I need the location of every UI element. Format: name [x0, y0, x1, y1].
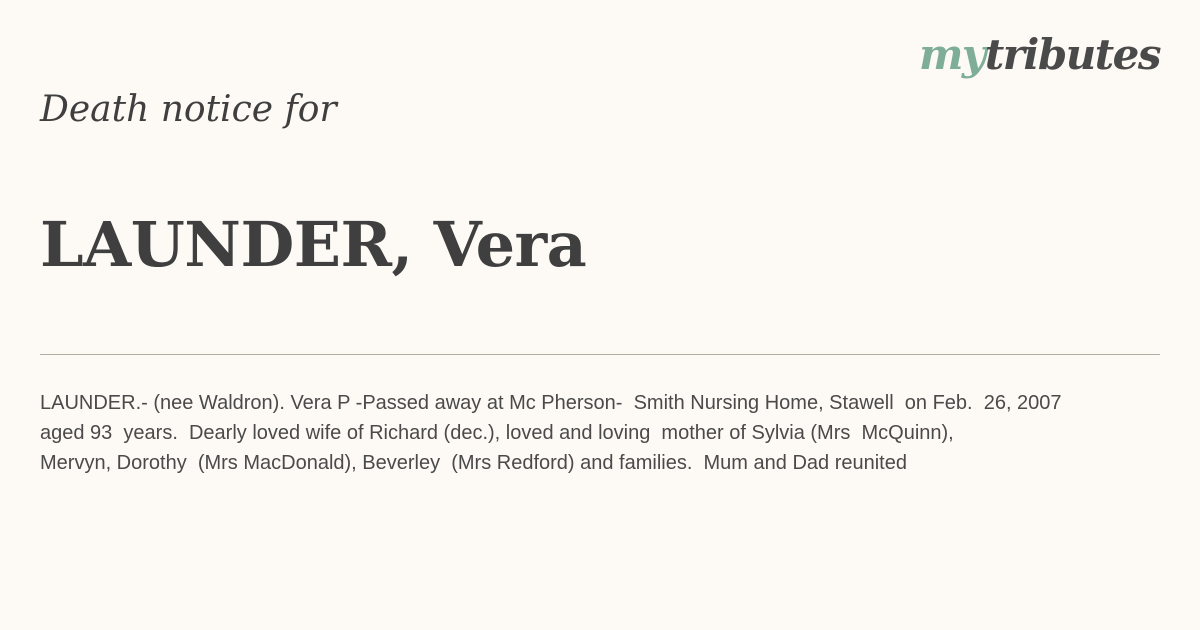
logo-prefix: my: [918, 30, 985, 79]
logo-suffix: tributes: [984, 30, 1160, 79]
notice-kicker: Death notice for: [40, 89, 337, 130]
section-divider: [40, 354, 1160, 355]
notice-line: aged 93 years. Dearly loved wife of Richard (dec.), loved and loving mother of Sylvia (Mrs McQuinn),: [40, 422, 954, 444]
notice-line: LAUNDER.- (nee Waldron). Vera P -Passed away at Mc Pherson- Smith Nursing Home, Stawell on Feb. 26, 2007: [40, 392, 1062, 414]
notice-text: [40, 388, 1170, 478]
notice-line: Mervyn, Dorothy (Mrs MacDonald), Beverley (Mrs Redford) and families. Mum and Dad reunited: [40, 452, 907, 474]
mytributes-logo[interactable]: [918, 30, 1160, 79]
deceased-name: LAUNDER, Vera: [40, 208, 587, 281]
